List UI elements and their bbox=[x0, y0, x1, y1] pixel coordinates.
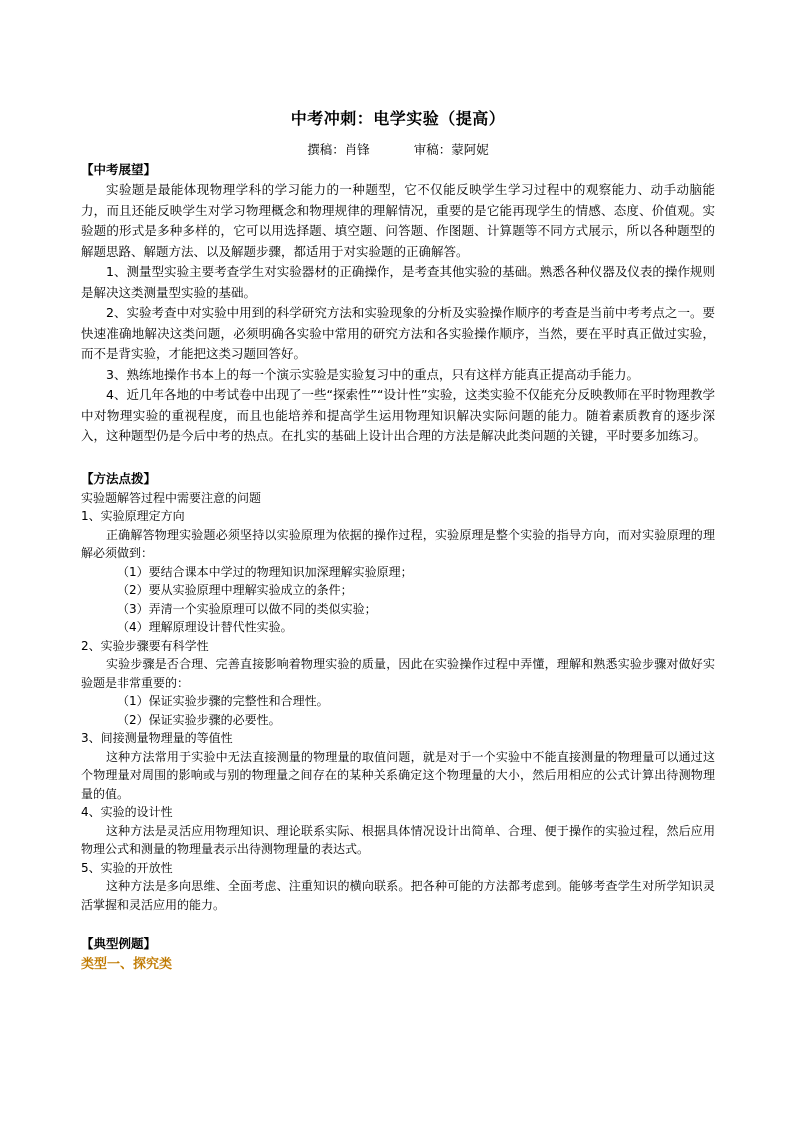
method-subitem: （4）理解原理设计替代性实验。 bbox=[117, 620, 293, 634]
method-item-body: 这种方法常用于实验中无法直接测量的物理量的取值问题，就是对于一个实验中不能直接测量的物理量可以通过这个物理量对周围的影响或与别的物理量之间存在的某种关系确定这个物理量的大小，然后用相应的公式计算出待测物理量的值。 bbox=[81, 749, 715, 801]
authors-line bbox=[81, 140, 715, 158]
method-subitem: （1）保证实验步骤的完整性和合理性。 bbox=[117, 694, 329, 708]
method-item-body: 正确解答物理实验题必须坚持以实验原理为依据的操作过程，实验原理是整个实验的指导方向，而对实验原理的理解必须做到： bbox=[81, 527, 715, 560]
method-item-title: 5、实验的开放性 bbox=[81, 860, 173, 875]
methods-intro: 实验题解答过程中需要注意的问题 bbox=[81, 490, 262, 505]
method-item-title: 2、实验步骤要有科学性 bbox=[81, 638, 209, 653]
method-subitem: （1）要结合课本中学过的物理知识加深理解实验原理； bbox=[117, 564, 413, 579]
page-title: 中考冲刺：电学实验（提高） bbox=[290, 109, 506, 128]
method-item-body: 这种方法是多向思维、全面考虑、注重知识的横向联系。把各种可能的方法都考虑到。能够考查学生对所学知识灵活掌握和灵活应用的能力。 bbox=[81, 879, 715, 912]
method-item-title: 3、间接测量物理量的等值性 bbox=[81, 731, 233, 745]
outlook-paragraph-4: 3、熟练地操作书本上的每一个演示实验是实验复习中的重点，只有这样方能真正提高动手能力。 bbox=[106, 366, 639, 382]
writer-credit: 撰稿：肖锋 bbox=[307, 142, 370, 157]
example-type-label: 类型一、探究类 bbox=[81, 957, 173, 972]
method-item-title: 4、实验的设计性 bbox=[81, 805, 173, 819]
outlook-paragraph-5: 4、近几年各地的中考试卷中出现了一些“探索性”“设计性”实验，这类实验不仅能充分反映教师在平时物理教学中对物理实验的重视程度，而且也能培养和提高学生运用物理知识解决实际问题的能力。随着素质教育的逐步深入，这种题型仍是今后中考的热点。在扎实的基础上设计出合理的方法是解决此类问题的关键，平时要多加练习。 bbox=[81, 387, 715, 443]
outlook-paragraph-3: 2、实验考查中对实验中用到的科学研究方法和实验现象的分析及实验操作顺序的考查是当前中考考点之一。要快速准确地解决这类问题，必须明确各实验中常用的研究方法和各实验操作顺序，当然，要在平时真正做过实验，而不是背实验，才能把这类习题回答好。 bbox=[81, 305, 715, 361]
outlook-paragraph-2: 1、测量型实验主要考查学生对实验器材的正确操作，是考查其他实验的基础。熟悉各种仪器及仪表的操作规则是解决这类测量型实验的基础。 bbox=[81, 264, 715, 300]
method-subitem: （2）保证实验步骤的必要性。 bbox=[117, 712, 281, 727]
section-heading-methods: 【方法点拨】 bbox=[81, 470, 157, 486]
section-heading-outlook: 【中考展望】 bbox=[81, 162, 157, 177]
section-heading-examples: 【典型例题】 bbox=[81, 936, 157, 951]
reviewer-credit: 审稿：蒙阿妮 bbox=[413, 142, 489, 157]
outlook-paragraph-1: 实验题是最能体现物理学科的学习能力的一种题型，它不仅能反映学生学习过程中的观察能力、动手动脑能力，而且还能反映学生对学习物理概念和物理规律的理解情况，重要的是它能再现学生的情感、态度、价值观。实验题的形式是多种多样的，它可以用选择题、填空题、问答题、作图题、计算题等不同方式展示，所以各种题型的解题思路、解题方法、以及解题步骤，都适用于对实验题的正确解答。 bbox=[81, 182, 715, 259]
method-subitem: （2）要从实验原理中理解实验成立的条件； bbox=[117, 583, 353, 597]
document-content bbox=[81, 160, 715, 976]
method-item-body: 这种方法是灵活应用物理知识、理论联系实际、根据具体情况设计出简单、合理、便于操作的实验过程，然后应用物理公式和测量的物理量表示出待测物理量的表达式。 bbox=[81, 823, 715, 856]
method-item-body: 实验步骤是否合理、完善直接影响着物理实验的质量，因此在实验操作过程中弄懂，理解和熟悉实验步骤对做好实验题是非常重要的： bbox=[81, 657, 715, 690]
method-item-title: 1、实验原理定方向 bbox=[81, 509, 185, 523]
method-subitem: （3）弄清一个实验原理可以做不同的类似实验； bbox=[117, 601, 377, 616]
